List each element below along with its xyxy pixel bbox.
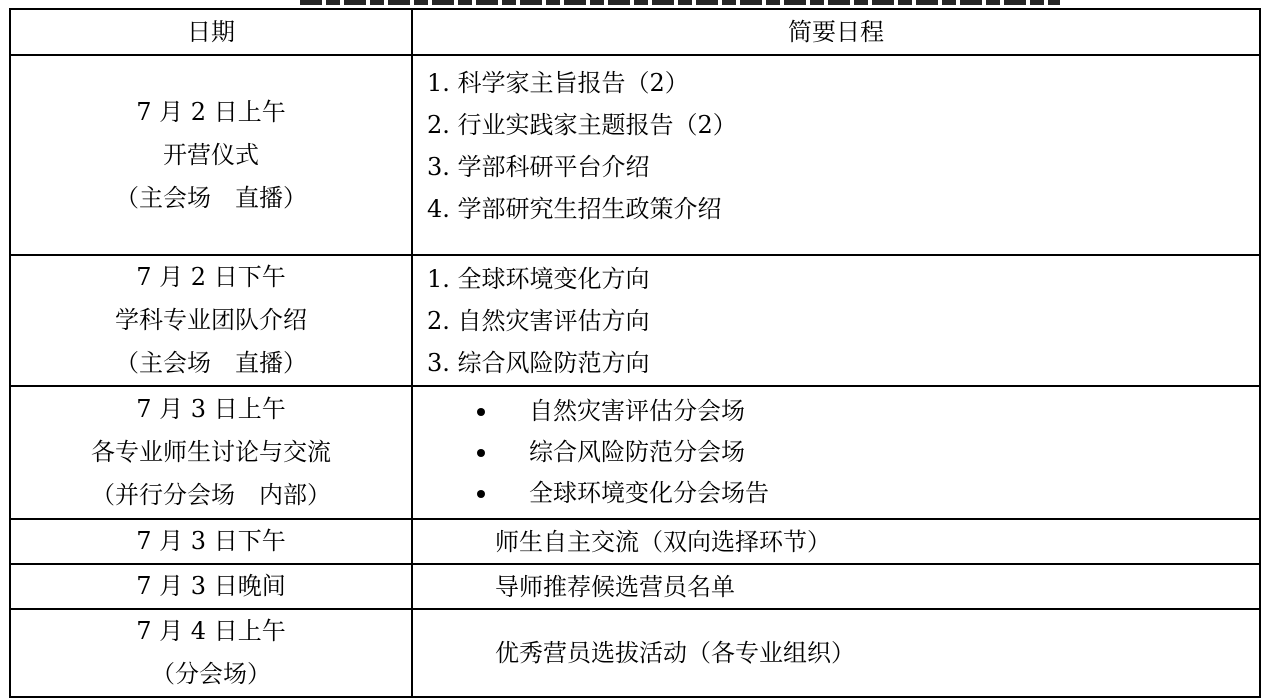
bullet-item-label: 全球环境变化分会场告 xyxy=(529,479,769,507)
schedule-item: 3. 学部科研平台介绍 xyxy=(427,153,650,181)
date-cell xyxy=(10,519,412,564)
date-cell xyxy=(10,564,412,609)
bullet-item-label: 自然灾害评估分会场 xyxy=(529,397,745,425)
table-row xyxy=(10,564,1260,609)
schedule-item: 1. 科学家主旨报告（2） xyxy=(427,69,689,97)
schedule-item: 1. 全球环境变化方向 xyxy=(427,264,650,293)
schedule-item: 3. 综合风险防范方向 xyxy=(427,348,650,377)
bullet-item xyxy=(477,391,1259,432)
schedule-item: 2. 行业实践家主题报告（2） xyxy=(427,111,737,139)
date-line: 7 月 2 日下午 xyxy=(136,263,286,291)
date-cell xyxy=(10,55,412,255)
table-row xyxy=(10,519,1260,564)
schedule-table xyxy=(9,8,1261,698)
date-cell xyxy=(10,386,412,519)
table-header-row xyxy=(10,9,1260,55)
date-cell xyxy=(10,255,412,386)
date-line: 学科专业团队介绍 xyxy=(115,306,307,334)
date-line: 7 月 3 日上午 xyxy=(136,395,286,423)
bullet-icon xyxy=(477,490,485,498)
schedule-cell xyxy=(412,386,1260,519)
date-line: 7 月 2 日上午 xyxy=(136,97,286,126)
schedule-cell xyxy=(412,55,1260,255)
date-cell xyxy=(10,609,412,697)
bullet-item xyxy=(477,432,1259,473)
date-line: （并行分会场 内部） xyxy=(91,481,331,509)
bullet-icon xyxy=(477,449,485,457)
bullet-item xyxy=(477,473,1259,514)
table-row xyxy=(10,255,1260,386)
schedule-item: 2. 自然灾害评估方向 xyxy=(427,306,650,335)
bullet-icon xyxy=(477,408,485,416)
schedule-cell: 师生自主交流（双向选择环节） xyxy=(412,519,1260,564)
schedule-cell xyxy=(412,255,1260,386)
date-line: 7 月 4 日上午 xyxy=(136,617,286,645)
table-row xyxy=(10,55,1260,255)
date-line: （分会场） xyxy=(151,660,271,688)
header-schedule: 简要日程 xyxy=(412,9,1260,55)
date-line: 各专业师生讨论与交流 xyxy=(91,438,331,466)
cropped-title-remnant xyxy=(300,0,1060,5)
schedule-item: 4. 学部研究生招生政策介绍 xyxy=(427,195,722,223)
schedule-cell: 优秀营员选拔活动（各专业组织） xyxy=(412,609,1260,697)
date-line: 7 月 3 日下午 xyxy=(136,527,286,555)
bullet-item-label: 综合风险防范分会场 xyxy=(529,438,745,466)
date-line: （主会场 直播） xyxy=(115,349,307,377)
date-line: 开营仪式 xyxy=(163,140,259,169)
date-line: 7 月 3 日晚间 xyxy=(136,572,286,600)
table-row xyxy=(10,386,1260,519)
schedule-cell: 导师推荐候选营员名单 xyxy=(412,564,1260,609)
header-date: 日期 xyxy=(10,9,412,55)
date-line: （主会场 直播） xyxy=(115,183,307,212)
table-row xyxy=(10,609,1260,697)
